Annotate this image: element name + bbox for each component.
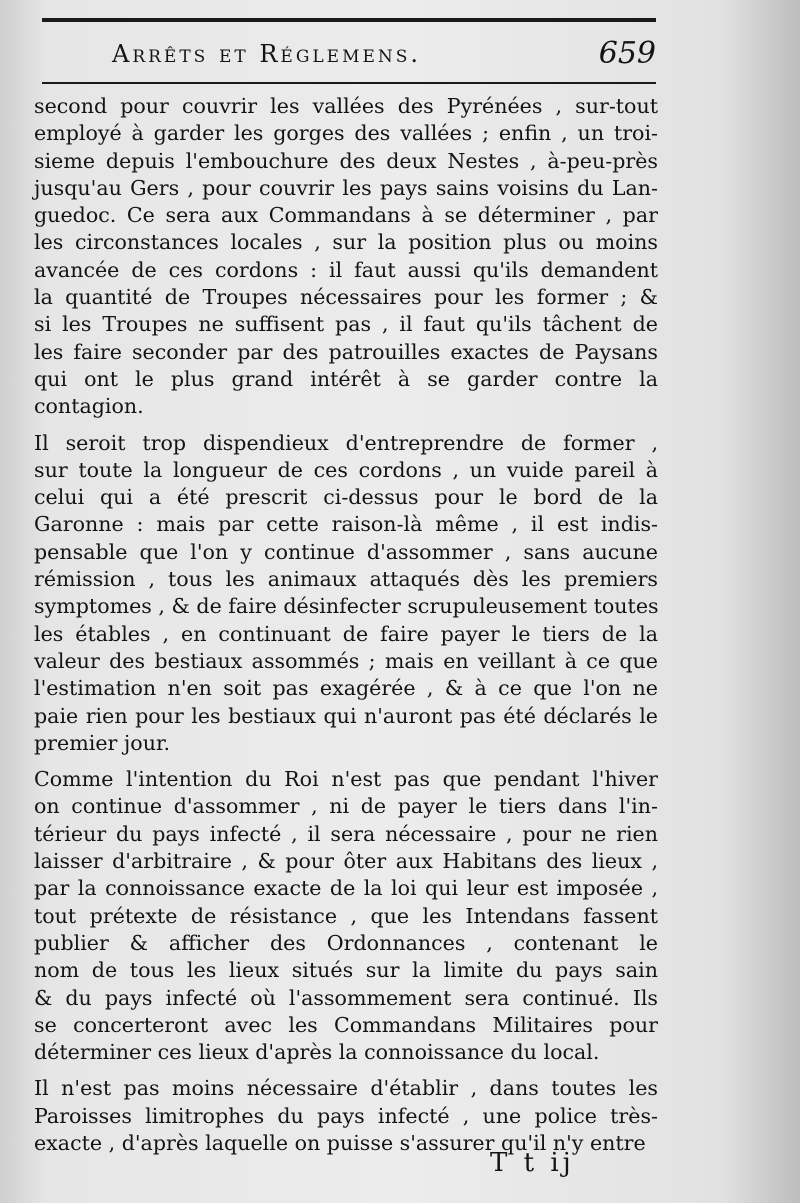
signature-mark: T t ij [490, 1148, 575, 1178]
text-line: publier & afficher des Ordonnances , contenant le [34, 930, 658, 955]
text-line: rémission , tous les animaux attaqués dès les premiers [34, 567, 658, 592]
text-line: & du pays infecté où l'assommement sera continué. Ils [34, 985, 658, 1010]
text-line: jusqu'au Gers , pour couvrir les pays sains voisins du Lan- [34, 175, 658, 200]
running-head: Arrêts et Réglemens. [112, 40, 422, 68]
text-line: les faire seconder par des patrouilles exactes de Paysans [34, 339, 658, 364]
text-line: Garonne : mais par cette raison-là même , il est indis- [34, 512, 658, 537]
text-line: second pour couvrir les vallées des Pyrénées , sur-tout [34, 94, 658, 118]
paragraph [34, 430, 658, 758]
text-line: Paroisses limitrophes du pays infecté , une police très- [34, 1103, 658, 1128]
text-line: Il seroit trop dispendieux d'entreprendre de former , [34, 430, 658, 455]
text-line: déterminer ces lieux d'après la connoissance du local. [34, 1040, 600, 1065]
page-body [34, 93, 658, 1157]
text-line: qui ont le plus grand intérêt à se garder contre la [34, 366, 658, 391]
paragraph [34, 93, 658, 421]
text-line: premier jour. [34, 730, 171, 755]
paragraph [34, 766, 658, 1066]
text-line: sieme depuis l'embouchure des deux Nestes , à-peu-près [34, 148, 658, 173]
text-line: guedoc. Ce sera aux Commandans à se déterminer , par [34, 203, 658, 228]
text-line: contagion. [34, 394, 144, 419]
text-line: la quantité de Troupes nécessaires pour les former ; & [34, 285, 658, 310]
text-line: on continue d'assommer , ni de payer le tiers dans l'in- [34, 794, 658, 819]
text-line: paie rien pour les bestiaux qui n'auront pas été déclarés le [34, 703, 658, 728]
text-line: nom de tous les lieux situés sur la limite du pays sain [34, 958, 658, 983]
text-line: symptomes , & de faire désinfecter scrupuleusement toutes [34, 594, 659, 619]
text-line: tout prétexte de résistance , que les Intendans fassent [34, 903, 658, 928]
page-header [42, 36, 656, 80]
text-line: exacte , d'après laquelle on puisse s'assurer qu'il n'y entre [34, 1130, 646, 1155]
text-line: sur toute la longueur de ces cordons , un vuide pareil à [34, 457, 658, 482]
top-rule [42, 18, 656, 22]
text-line: se concerteront avec les Commandans Militaires pour [34, 1012, 658, 1037]
text-line: pensable que l'on y continue d'assommer , sans aucune [34, 539, 658, 564]
text-line: valeur des bestiaux assommés ; mais en veillant à ce que [34, 648, 658, 673]
header-rule [42, 82, 656, 84]
text-line: Il n'est pas moins nécessaire d'établir , dans toutes les [34, 1076, 658, 1101]
text-line: térieur du pays infecté , il sera nécessaire , pour ne rien [34, 821, 658, 846]
text-line: laisser d'arbitraire , & pour ôter aux Habitans des lieux , [34, 849, 658, 874]
text-line: employé à garder les gorges des vallées ; enfin , un troi- [34, 121, 658, 146]
text-line: Comme l'intention du Roi n'est pas que pendant l'hiver [34, 767, 658, 792]
page-number: 659 [598, 36, 656, 71]
text-line: celui qui a été prescrit ci-dessus pour le bord de la [34, 485, 658, 510]
text-line: si les Troupes ne suffisent pas , il faut qu'ils tâchent de [34, 312, 658, 337]
text-line: l'estimation n'en soit pas exagérée , & à ce que l'on ne [34, 676, 658, 701]
text-line: avancée de ces cordons : il faut aussi qu'ils demandent [34, 257, 658, 282]
paragraph [34, 1075, 658, 1157]
text-line: par la connoissance exacte de la loi qui leur est imposée , [34, 876, 658, 901]
text-line: les étables , en continuant de faire payer le tiers de la [34, 621, 658, 646]
text-line: les circonstances locales , sur la position plus ou moins [34, 230, 658, 255]
